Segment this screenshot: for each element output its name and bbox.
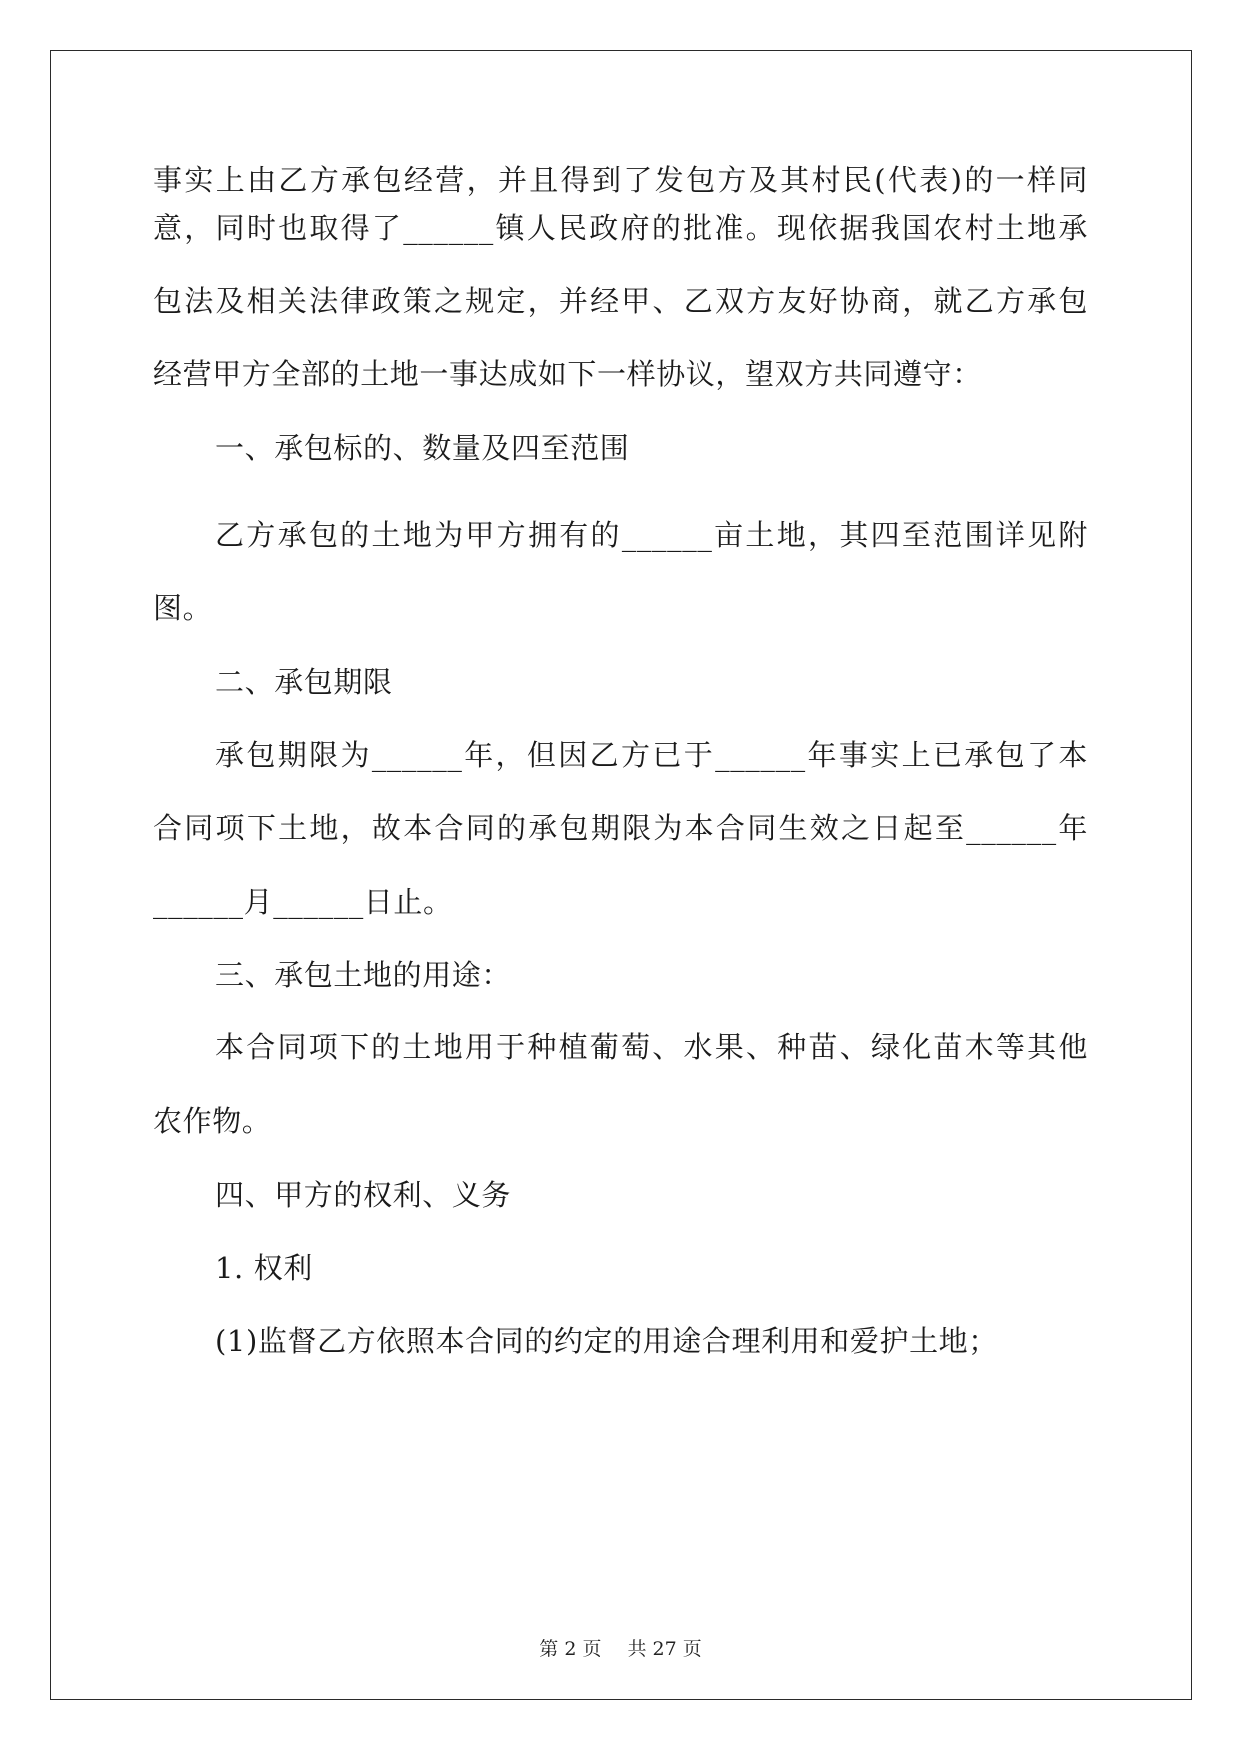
text-line: 本合同项下的土地用于种植葡萄、水果、种苗、绿化苗木等其他 bbox=[215, 1030, 1088, 1064]
text-line: 包法及相关法律政策之规定，并经甲、乙双方友好协商，就乙方承包 bbox=[153, 284, 1088, 318]
section-heading: 一、承包标的、数量及四至范围 bbox=[215, 431, 630, 465]
page-number: 第 2 页 bbox=[539, 1638, 602, 1660]
text-line: 意，同时也取得了______镇人民政府的批准。现依据我国农村土地承 bbox=[153, 211, 1088, 245]
text-line: 农作物。 bbox=[153, 1104, 272, 1138]
section-heading: 二、承包期限 bbox=[215, 665, 393, 699]
text-line: 承包期限为______年，但因乙方已于______年事实上已承包了本 bbox=[215, 738, 1088, 772]
section-heading: 四、甲方的权利、义务 bbox=[215, 1178, 512, 1212]
page-total: 共 27 页 bbox=[627, 1638, 702, 1660]
text-line: 经营甲方全部的土地一事达成如下一样协议，望双方共同遵守： bbox=[153, 357, 982, 391]
page-footer bbox=[0, 1634, 1241, 1661]
section-heading: 三、承包土地的用途： bbox=[215, 958, 512, 992]
text-line: (1)监督乙方依照本合同的约定的用途合理利用和爱护土地； bbox=[215, 1324, 998, 1358]
text-line: 乙方承包的土地为甲方拥有的______亩土地，其四至范围详见附 bbox=[215, 518, 1088, 552]
text-line: 图。 bbox=[153, 591, 213, 625]
text-line: ______月______日止。 bbox=[153, 885, 453, 919]
text-line: 事实上由乙方承包经营，并且得到了发包方及其村民(代表)的一样同 bbox=[153, 163, 1088, 197]
subsection-heading: 1. 权利 bbox=[215, 1251, 313, 1285]
text-line: 合同项下土地，故本合同的承包期限为本合同生效之日起至______年 bbox=[153, 811, 1088, 845]
